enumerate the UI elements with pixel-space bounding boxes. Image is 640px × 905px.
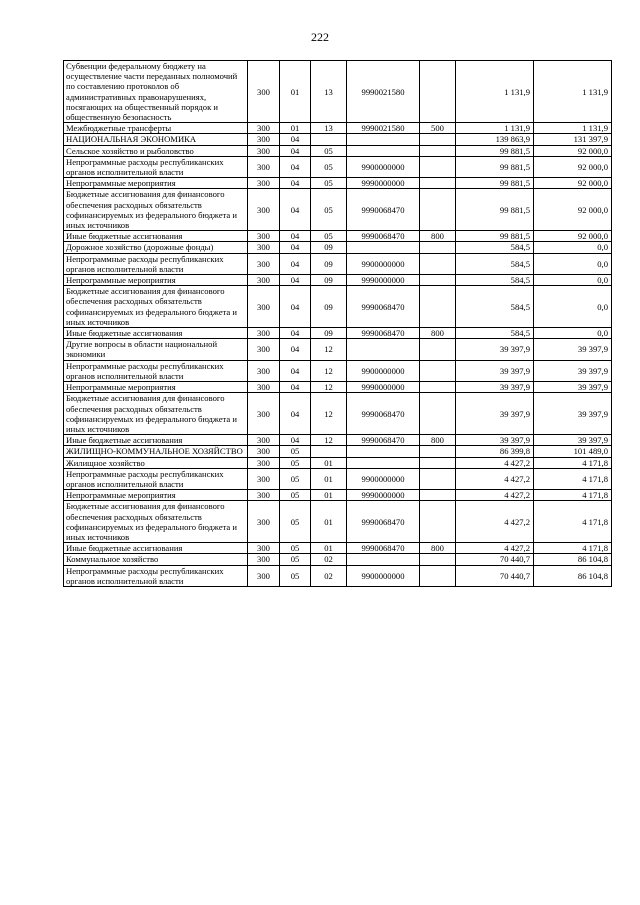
row-section-cell: 05 [280,554,311,565]
row-grbs-cell: 300 [248,382,280,393]
row-target-article-cell [347,145,420,156]
row-subsection-cell: 09 [311,242,347,253]
row-section-cell: 01 [280,123,311,134]
row-target-article-cell [347,339,420,360]
row-section-cell: 04 [280,382,311,393]
row-expense-type-cell [420,286,456,328]
row-amount-2-cell: 0,0 [534,286,612,328]
row-amount-2-cell: 39 397,9 [534,393,612,435]
row-amount-2-cell: 86 104,8 [534,565,612,586]
row-expense-type-cell [420,501,456,543]
table-row [64,490,612,501]
row-name-cell: Бюджетные ассигнования для финансового обеспечения расходных обязательств софинансируемых из федерального бюджета и иных источников [64,189,248,231]
table-row [64,123,612,134]
table-row [64,446,612,457]
row-amount-1-cell: 139 863,9 [456,134,534,145]
row-name-cell: Иные бюджетные ассигнования [64,231,248,242]
row-grbs-cell: 300 [248,286,280,328]
row-target-article-cell: 9990000000 [347,178,420,189]
row-expense-type-cell [420,134,456,145]
row-subsection-cell: 02 [311,565,347,586]
row-name-cell: Иные бюджетные ассигнования [64,328,248,339]
row-section-cell: 05 [280,565,311,586]
row-amount-2-cell: 92 000,0 [534,145,612,156]
row-target-article-cell: 9900000000 [347,468,420,489]
row-amount-1-cell: 4 427,2 [456,543,534,554]
row-target-article-cell: 9900000000 [347,565,420,586]
table-row [64,543,612,554]
row-section-cell: 05 [280,543,311,554]
row-expense-type-cell [420,360,456,381]
row-subsection-cell: 12 [311,360,347,381]
row-target-article-cell [347,242,420,253]
row-subsection-cell: 01 [311,501,347,543]
row-grbs-cell: 300 [248,543,280,554]
row-amount-2-cell: 39 397,9 [534,339,612,360]
row-amount-1-cell: 4 427,2 [456,501,534,543]
row-expense-type-cell: 800 [420,231,456,242]
table-row [64,457,612,468]
row-grbs-cell: 300 [248,189,280,231]
row-amount-1-cell: 584,5 [456,275,534,286]
row-name-cell: Непрограммные мероприятия [64,275,248,286]
row-amount-1-cell: 99 881,5 [456,231,534,242]
row-section-cell: 04 [280,189,311,231]
row-amount-2-cell: 4 171,8 [534,490,612,501]
row-grbs-cell: 300 [248,446,280,457]
row-amount-2-cell: 0,0 [534,242,612,253]
row-amount-1-cell: 584,5 [456,328,534,339]
row-target-article-cell: 9990068470 [347,435,420,446]
row-grbs-cell: 300 [248,360,280,381]
row-amount-1-cell: 4 427,2 [456,468,534,489]
row-section-cell: 04 [280,156,311,177]
row-subsection-cell: 12 [311,393,347,435]
row-amount-1-cell: 86 399,8 [456,446,534,457]
row-amount-1-cell: 39 397,9 [456,339,534,360]
row-subsection-cell: 12 [311,382,347,393]
row-expense-type-cell [420,490,456,501]
row-target-article-cell: 9990068470 [347,286,420,328]
row-grbs-cell: 300 [248,134,280,145]
row-amount-2-cell: 92 000,0 [534,178,612,189]
row-amount-2-cell: 4 171,8 [534,501,612,543]
row-subsection-cell: 05 [311,189,347,231]
row-amount-2-cell: 131 397,9 [534,134,612,145]
row-name-cell: Непрограммные мероприятия [64,490,248,501]
table-row [64,468,612,489]
row-expense-type-cell [420,457,456,468]
row-amount-1-cell: 99 881,5 [456,189,534,231]
row-name-cell: Непрограммные расходы республиканских органов исполнительной власти [64,468,248,489]
row-grbs-cell: 300 [248,242,280,253]
row-name-cell: НАЦИОНАЛЬНАЯ ЭКОНОМИКА [64,134,248,145]
row-expense-type-cell [420,339,456,360]
row-target-article-cell: 9900000000 [347,156,420,177]
row-subsection-cell: 01 [311,457,347,468]
row-name-cell: Другие вопросы в области национальной экономики [64,339,248,360]
row-grbs-cell: 300 [248,435,280,446]
row-section-cell: 05 [280,501,311,543]
row-amount-1-cell: 99 881,5 [456,156,534,177]
row-section-cell: 04 [280,328,311,339]
row-expense-type-cell [420,446,456,457]
table-row [64,253,612,274]
row-subsection-cell: 05 [311,145,347,156]
row-section-cell: 04 [280,134,311,145]
row-amount-2-cell: 4 171,8 [534,457,612,468]
row-name-cell: Иные бюджетные ассигнования [64,435,248,446]
table-row [64,189,612,231]
table-row [64,275,612,286]
budget-table [63,60,612,587]
row-subsection-cell: 02 [311,554,347,565]
row-section-cell: 05 [280,446,311,457]
row-target-article-cell: 9990021580 [347,61,420,123]
table-row [64,242,612,253]
row-target-article-cell: 9900000000 [347,360,420,381]
row-section-cell: 04 [280,286,311,328]
row-amount-2-cell: 39 397,9 [534,360,612,381]
row-grbs-cell: 300 [248,145,280,156]
row-section-cell: 04 [280,178,311,189]
row-name-cell: Дорожное хозяйство (дорожные фонды) [64,242,248,253]
row-grbs-cell: 300 [248,123,280,134]
row-section-cell: 01 [280,61,311,123]
row-amount-2-cell: 4 171,8 [534,468,612,489]
row-name-cell: Непрограммные расходы республиканских органов исполнительной власти [64,360,248,381]
row-target-article-cell: 9990068470 [347,189,420,231]
table-row [64,435,612,446]
row-name-cell: Бюджетные ассигнования для финансового обеспечения расходных обязательств софинансируемых из федерального бюджета и иных источников [64,393,248,435]
table-row [64,156,612,177]
row-name-cell: Иные бюджетные ассигнования [64,543,248,554]
row-expense-type-cell [420,468,456,489]
row-target-article-cell: 9990021580 [347,123,420,134]
row-amount-1-cell: 70 440,7 [456,565,534,586]
row-name-cell: Непрограммные мероприятия [64,178,248,189]
row-amount-2-cell: 92 000,0 [534,231,612,242]
row-amount-2-cell: 1 131,9 [534,123,612,134]
row-subsection-cell: 09 [311,286,347,328]
table-row [64,286,612,328]
row-amount-1-cell: 99 881,5 [456,178,534,189]
row-name-cell: Сельское хозяйство и рыболовство [64,145,248,156]
row-name-cell: Субвенции федеральному бюджету на осуществление части переданных полномочий по составлению протоколов об административных правонарушениях, посягающих на общественный порядок и общественную безопасность [64,61,248,123]
row-amount-1-cell: 39 397,9 [456,435,534,446]
row-expense-type-cell [420,145,456,156]
row-name-cell: Бюджетные ассигнования для финансового обеспечения расходных обязательств софинансируемых из федерального бюджета и иных источников [64,286,248,328]
row-expense-type-cell [420,189,456,231]
row-amount-1-cell: 4 427,2 [456,490,534,501]
row-grbs-cell: 300 [248,468,280,489]
row-amount-1-cell: 584,5 [456,242,534,253]
row-subsection-cell: 09 [311,275,347,286]
row-expense-type-cell: 500 [420,123,456,134]
row-target-article-cell: 9900000000 [347,253,420,274]
row-target-article-cell: 9990000000 [347,382,420,393]
row-grbs-cell: 300 [248,565,280,586]
row-target-article-cell: 9990068470 [347,501,420,543]
row-subsection-cell [311,134,347,145]
row-grbs-cell: 300 [248,393,280,435]
row-name-cell: Непрограммные расходы республиканских органов исполнительной власти [64,565,248,586]
row-section-cell: 05 [280,468,311,489]
row-amount-1-cell: 1 131,9 [456,61,534,123]
table-row [64,178,612,189]
row-amount-2-cell: 92 000,0 [534,156,612,177]
table-row [64,554,612,565]
row-amount-2-cell: 4 171,8 [534,543,612,554]
row-subsection-cell: 01 [311,468,347,489]
row-amount-2-cell: 86 104,8 [534,554,612,565]
row-name-cell: ЖИЛИЩНО-КОММУНАЛЬНОЕ ХОЗЯЙСТВО [64,446,248,457]
row-amount-2-cell: 1 131,9 [534,61,612,123]
row-subsection-cell: 01 [311,490,347,501]
table-row [64,339,612,360]
row-section-cell: 05 [280,490,311,501]
row-amount-1-cell: 584,5 [456,286,534,328]
row-expense-type-cell [420,554,456,565]
row-grbs-cell: 300 [248,457,280,468]
row-expense-type-cell: 800 [420,328,456,339]
row-subsection-cell: 05 [311,178,347,189]
row-amount-1-cell: 1 131,9 [456,123,534,134]
row-grbs-cell: 300 [248,490,280,501]
row-target-article-cell [347,457,420,468]
row-subsection-cell: 12 [311,435,347,446]
row-grbs-cell: 300 [248,178,280,189]
row-target-article-cell [347,446,420,457]
row-subsection-cell [311,446,347,457]
row-amount-1-cell: 39 397,9 [456,393,534,435]
row-grbs-cell: 300 [248,231,280,242]
row-section-cell: 04 [280,242,311,253]
row-section-cell: 04 [280,360,311,381]
page-number: 222 [311,30,329,44]
row-section-cell: 04 [280,393,311,435]
row-amount-2-cell: 39 397,9 [534,382,612,393]
row-section-cell: 04 [280,145,311,156]
row-grbs-cell: 300 [248,253,280,274]
table-row [64,231,612,242]
row-expense-type-cell [420,253,456,274]
table-row [64,393,612,435]
table-row [64,501,612,543]
row-name-cell: Непрограммные мероприятия [64,382,248,393]
row-name-cell: Жилищное хозяйство [64,457,248,468]
row-target-article-cell: 9990068470 [347,328,420,339]
row-subsection-cell: 05 [311,156,347,177]
row-expense-type-cell [420,275,456,286]
row-name-cell: Непрограммные расходы республиканских органов исполнительной власти [64,156,248,177]
row-amount-2-cell: 0,0 [534,328,612,339]
row-expense-type-cell: 800 [420,543,456,554]
row-amount-1-cell: 70 440,7 [456,554,534,565]
row-amount-2-cell: 92 000,0 [534,189,612,231]
row-grbs-cell: 300 [248,554,280,565]
row-target-article-cell: 9990068470 [347,231,420,242]
row-amount-1-cell: 39 397,9 [456,382,534,393]
row-amount-1-cell: 39 397,9 [456,360,534,381]
row-expense-type-cell [420,178,456,189]
table-row [64,382,612,393]
row-target-article-cell: 9990000000 [347,490,420,501]
row-grbs-cell: 300 [248,275,280,286]
row-target-article-cell [347,554,420,565]
row-target-article-cell: 9990068470 [347,543,420,554]
row-expense-type-cell [420,156,456,177]
row-subsection-cell: 05 [311,231,347,242]
row-amount-2-cell: 0,0 [534,275,612,286]
row-expense-type-cell [420,242,456,253]
row-grbs-cell: 300 [248,328,280,339]
row-subsection-cell: 12 [311,339,347,360]
row-section-cell: 04 [280,231,311,242]
row-expense-type-cell: 800 [420,435,456,446]
budget-table-body [64,61,612,587]
row-amount-1-cell: 584,5 [456,253,534,274]
table-row [64,145,612,156]
row-name-cell: Межбюджетные трансферты [64,123,248,134]
table-row [64,61,612,123]
row-amount-1-cell: 99 881,5 [456,145,534,156]
row-expense-type-cell [420,393,456,435]
row-target-article-cell: 9990068470 [347,393,420,435]
row-amount-2-cell: 39 397,9 [534,435,612,446]
row-section-cell: 04 [280,253,311,274]
row-section-cell: 04 [280,275,311,286]
row-subsection-cell: 13 [311,123,347,134]
table-row [64,565,612,586]
row-expense-type-cell [420,382,456,393]
row-expense-type-cell [420,565,456,586]
row-grbs-cell: 300 [248,156,280,177]
row-name-cell: Непрограммные расходы республиканских органов исполнительной власти [64,253,248,274]
row-subsection-cell: 09 [311,328,347,339]
row-subsection-cell: 09 [311,253,347,274]
row-grbs-cell: 300 [248,501,280,543]
row-target-article-cell: 9990000000 [347,275,420,286]
row-subsection-cell: 13 [311,61,347,123]
row-name-cell: Бюджетные ассигнования для финансового обеспечения расходных обязательств софинансируемых из федерального бюджета и иных источников [64,501,248,543]
row-amount-2-cell: 101 489,0 [534,446,612,457]
table-row [64,328,612,339]
row-section-cell: 04 [280,435,311,446]
row-target-article-cell [347,134,420,145]
table-row [64,134,612,145]
row-amount-1-cell: 4 427,2 [456,457,534,468]
table-row [64,360,612,381]
row-subsection-cell: 01 [311,543,347,554]
row-section-cell: 05 [280,457,311,468]
row-grbs-cell: 300 [248,61,280,123]
row-grbs-cell: 300 [248,339,280,360]
row-section-cell: 04 [280,339,311,360]
row-expense-type-cell [420,61,456,123]
row-name-cell: Коммунальное хозяйство [64,554,248,565]
row-amount-2-cell: 0,0 [534,253,612,274]
